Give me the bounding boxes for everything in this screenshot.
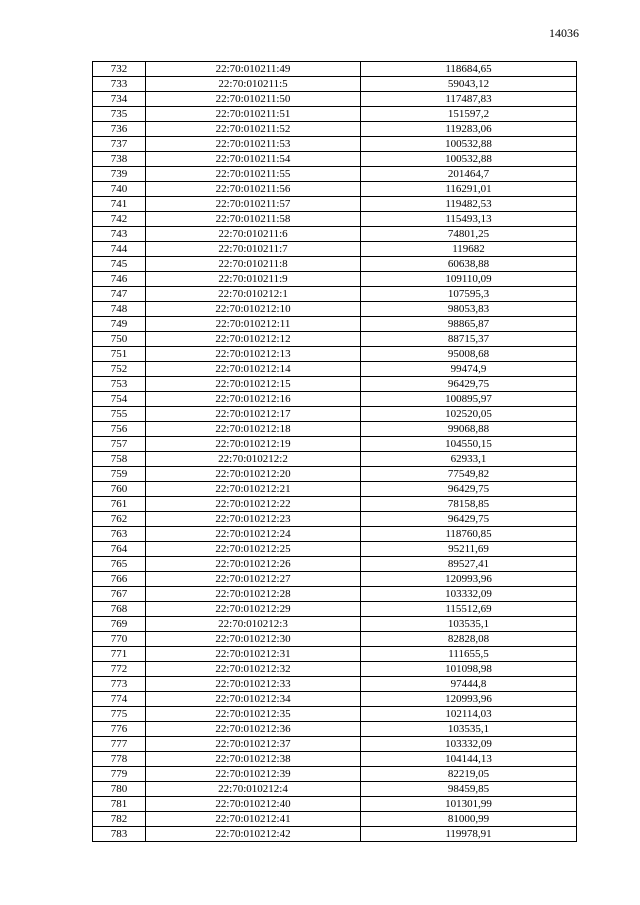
- cadastral-number-cell: 22:70:010211:9: [146, 272, 361, 287]
- cadastral-number-cell: 22:70:010212:18: [146, 422, 361, 437]
- cadastral-number-cell: 22:70:010212:1: [146, 287, 361, 302]
- row-number-cell: 774: [93, 692, 146, 707]
- cadastral-number-cell: 22:70:010212:2: [146, 452, 361, 467]
- cadastral-value-table: [92, 61, 577, 842]
- cadastral-number-cell: 22:70:010212:16: [146, 392, 361, 407]
- cadastral-value-cell: 82219,05: [361, 767, 577, 782]
- cadastral-value-cell: 115493,13: [361, 212, 577, 227]
- table-row: [93, 572, 577, 587]
- table-row: [93, 662, 577, 677]
- row-number-cell: 775: [93, 707, 146, 722]
- cadastral-number-cell: 22:70:010212:21: [146, 482, 361, 497]
- row-number-cell: 738: [93, 152, 146, 167]
- cadastral-number-cell: 22:70:010212:11: [146, 317, 361, 332]
- row-number-cell: 745: [93, 257, 146, 272]
- cadastral-value-cell: 98459,85: [361, 782, 577, 797]
- table-row: [93, 107, 577, 122]
- cadastral-value-cell: 98053,83: [361, 302, 577, 317]
- table-row: [93, 167, 577, 182]
- cadastral-number-cell: 22:70:010212:33: [146, 677, 361, 692]
- cadastral-value-cell: 77549,82: [361, 467, 577, 482]
- table-row: [93, 227, 577, 242]
- table-row: [93, 347, 577, 362]
- cadastral-value-cell: 88715,37: [361, 332, 577, 347]
- cadastral-value-cell: 111655,5: [361, 647, 577, 662]
- cadastral-number-cell: 22:70:010212:40: [146, 797, 361, 812]
- cadastral-value-cell: 98865,87: [361, 317, 577, 332]
- row-number-cell: 733: [93, 77, 146, 92]
- row-number-cell: 757: [93, 437, 146, 452]
- table-row: [93, 362, 577, 377]
- cadastral-value-cell: 116291,01: [361, 182, 577, 197]
- table-row: [93, 257, 577, 272]
- row-number-cell: 764: [93, 542, 146, 557]
- table-row: [93, 212, 577, 227]
- table-row: [93, 722, 577, 737]
- row-number-cell: 780: [93, 782, 146, 797]
- row-number-cell: 772: [93, 662, 146, 677]
- row-number-cell: 751: [93, 347, 146, 362]
- table-row: [93, 467, 577, 482]
- cadastral-value-cell: 96429,75: [361, 377, 577, 392]
- cadastral-number-cell: 22:70:010211:56: [146, 182, 361, 197]
- table-row: [93, 437, 577, 452]
- cadastral-value-cell: 119978,91: [361, 827, 577, 842]
- row-number-cell: 732: [93, 62, 146, 77]
- cadastral-number-cell: 22:70:010211:5: [146, 77, 361, 92]
- row-number-cell: 752: [93, 362, 146, 377]
- table-row: [93, 542, 577, 557]
- row-number-cell: 735: [93, 107, 146, 122]
- row-number-cell: 748: [93, 302, 146, 317]
- cadastral-value-cell: 96429,75: [361, 512, 577, 527]
- row-number-cell: 737: [93, 137, 146, 152]
- cadastral-value-cell: 97444,8: [361, 677, 577, 692]
- cadastral-number-cell: 22:70:010212:39: [146, 767, 361, 782]
- cadastral-number-cell: 22:70:010212:12: [146, 332, 361, 347]
- row-number-cell: 778: [93, 752, 146, 767]
- cadastral-number-cell: 22:70:010211:58: [146, 212, 361, 227]
- row-number-cell: 768: [93, 602, 146, 617]
- cadastral-number-cell: 22:70:010211:53: [146, 137, 361, 152]
- row-number-cell: 759: [93, 467, 146, 482]
- cadastral-number-cell: 22:70:010212:37: [146, 737, 361, 752]
- table-row: [93, 797, 577, 812]
- cadastral-number-cell: 22:70:010212:42: [146, 827, 361, 842]
- cadastral-value-cell: 60638,88: [361, 257, 577, 272]
- row-number-cell: 773: [93, 677, 146, 692]
- cadastral-value-cell: 102520,05: [361, 407, 577, 422]
- cadastral-value-cell: 104144,13: [361, 752, 577, 767]
- row-number-cell: 744: [93, 242, 146, 257]
- table-row: [93, 137, 577, 152]
- cadastral-value-cell: 102114,03: [361, 707, 577, 722]
- row-number-cell: 749: [93, 317, 146, 332]
- row-number-cell: 766: [93, 572, 146, 587]
- cadastral-value-cell: 103332,09: [361, 737, 577, 752]
- cadastral-value-cell: 96429,75: [361, 482, 577, 497]
- cadastral-number-cell: 22:70:010211:55: [146, 167, 361, 182]
- cadastral-number-cell: 22:70:010211:57: [146, 197, 361, 212]
- row-number-cell: 761: [93, 497, 146, 512]
- cadastral-value-cell: 82828,08: [361, 632, 577, 647]
- cadastral-value-cell: 74801,25: [361, 227, 577, 242]
- row-number-cell: 750: [93, 332, 146, 347]
- table-row: [93, 647, 577, 662]
- cadastral-value-cell: 119283,06: [361, 122, 577, 137]
- row-number-cell: 743: [93, 227, 146, 242]
- row-number-cell: 747: [93, 287, 146, 302]
- cadastral-number-cell: 22:70:010212:29: [146, 602, 361, 617]
- cadastral-value-cell: 103535,1: [361, 617, 577, 632]
- table-row: [93, 737, 577, 752]
- cadastral-value-cell: 100532,88: [361, 152, 577, 167]
- row-number-cell: 736: [93, 122, 146, 137]
- table-row: [93, 827, 577, 842]
- row-number-cell: 770: [93, 632, 146, 647]
- row-number-cell: 765: [93, 557, 146, 572]
- table-row: [93, 707, 577, 722]
- row-number-cell: 739: [93, 167, 146, 182]
- cadastral-value-cell: 118760,85: [361, 527, 577, 542]
- table-row: [93, 287, 577, 302]
- cadastral-value-cell: 95211,69: [361, 542, 577, 557]
- cadastral-number-cell: 22:70:010212:34: [146, 692, 361, 707]
- table-row: [93, 527, 577, 542]
- row-number-cell: 746: [93, 272, 146, 287]
- row-number-cell: 762: [93, 512, 146, 527]
- row-number-cell: 754: [93, 392, 146, 407]
- table-row: [93, 512, 577, 527]
- row-number-cell: 782: [93, 812, 146, 827]
- row-number-cell: 742: [93, 212, 146, 227]
- table-row: [93, 152, 577, 167]
- cadastral-value-cell: 109110,09: [361, 272, 577, 287]
- table-row: [93, 497, 577, 512]
- table-row: [93, 122, 577, 137]
- table-row: [93, 677, 577, 692]
- table-row: [93, 407, 577, 422]
- table-row: [93, 482, 577, 497]
- cadastral-number-cell: 22:70:010212:3: [146, 617, 361, 632]
- cadastral-value-cell: 103332,09: [361, 587, 577, 602]
- table-row: [93, 782, 577, 797]
- table-row: [93, 812, 577, 827]
- cadastral-number-cell: 22:70:010212:32: [146, 662, 361, 677]
- cadastral-value-cell: 101301,99: [361, 797, 577, 812]
- table-row: [93, 452, 577, 467]
- table-row: [93, 602, 577, 617]
- cadastral-number-cell: 22:70:010211:54: [146, 152, 361, 167]
- row-number-cell: 763: [93, 527, 146, 542]
- cadastral-number-cell: 22:70:010211:8: [146, 257, 361, 272]
- row-number-cell: 753: [93, 377, 146, 392]
- cadastral-number-cell: 22:70:010211:49: [146, 62, 361, 77]
- table-row: [93, 692, 577, 707]
- cadastral-value-cell: 107595,3: [361, 287, 577, 302]
- cadastral-value-cell: 95008,68: [361, 347, 577, 362]
- cadastral-value-cell: 115512,69: [361, 602, 577, 617]
- cadastral-value-cell: 99068,88: [361, 422, 577, 437]
- cadastral-value-cell: 119482,53: [361, 197, 577, 212]
- cadastral-value-cell: 201464,7: [361, 167, 577, 182]
- cadastral-number-cell: 22:70:010212:35: [146, 707, 361, 722]
- row-number-cell: 767: [93, 587, 146, 602]
- row-number-cell: 756: [93, 422, 146, 437]
- cadastral-number-cell: 22:70:010212:17: [146, 407, 361, 422]
- page-number: 14036: [549, 26, 579, 40]
- cadastral-value-cell: 78158,85: [361, 497, 577, 512]
- cadastral-number-cell: 22:70:010212:41: [146, 812, 361, 827]
- row-number-cell: 769: [93, 617, 146, 632]
- table-row: [93, 197, 577, 212]
- cadastral-number-cell: 22:70:010212:4: [146, 782, 361, 797]
- cadastral-number-cell: 22:70:010212:19: [146, 437, 361, 452]
- row-number-cell: 776: [93, 722, 146, 737]
- table-row: [93, 317, 577, 332]
- cadastral-number-cell: 22:70:010212:38: [146, 752, 361, 767]
- table-row: [93, 587, 577, 602]
- table-row: [93, 332, 577, 347]
- cadastral-value-cell: 120993,96: [361, 692, 577, 707]
- table-row: [93, 392, 577, 407]
- table-row: [93, 182, 577, 197]
- cadastral-number-cell: 22:70:010212:36: [146, 722, 361, 737]
- cadastral-value-cell: 118684,65: [361, 62, 577, 77]
- cadastral-value-cell: 104550,15: [361, 437, 577, 452]
- row-number-cell: 741: [93, 197, 146, 212]
- table-row: [93, 422, 577, 437]
- cadastral-value-cell: 117487,83: [361, 92, 577, 107]
- cadastral-value-cell: 99474,9: [361, 362, 577, 377]
- table-row: [93, 752, 577, 767]
- cadastral-number-cell: 22:70:010211:7: [146, 242, 361, 257]
- cadastral-number-cell: 22:70:010211:52: [146, 122, 361, 137]
- cadastral-number-cell: 22:70:010212:14: [146, 362, 361, 377]
- cadastral-value-cell: 100532,88: [361, 137, 577, 152]
- cadastral-number-cell: 22:70:010212:22: [146, 497, 361, 512]
- cadastral-number-cell: 22:70:010212:15: [146, 377, 361, 392]
- cadastral-number-cell: 22:70:010212:23: [146, 512, 361, 527]
- cadastral-value-cell: 103535,1: [361, 722, 577, 737]
- row-number-cell: 758: [93, 452, 146, 467]
- cadastral-number-cell: 22:70:010212:25: [146, 542, 361, 557]
- table-body: [93, 62, 577, 842]
- cadastral-number-cell: 22:70:010212:28: [146, 587, 361, 602]
- table-row: [93, 62, 577, 77]
- table-row: [93, 272, 577, 287]
- row-number-cell: 781: [93, 797, 146, 812]
- row-number-cell: 783: [93, 827, 146, 842]
- cadastral-number-cell: 22:70:010211:51: [146, 107, 361, 122]
- row-number-cell: 760: [93, 482, 146, 497]
- row-number-cell: 755: [93, 407, 146, 422]
- cadastral-number-cell: 22:70:010211:6: [146, 227, 361, 242]
- cadastral-value-cell: 81000,99: [361, 812, 577, 827]
- cadastral-value-cell: 101098,98: [361, 662, 577, 677]
- cadastral-number-cell: 22:70:010212:20: [146, 467, 361, 482]
- table-row: [93, 617, 577, 632]
- row-number-cell: 734: [93, 92, 146, 107]
- cadastral-number-cell: 22:70:010212:27: [146, 572, 361, 587]
- cadastral-number-cell: 22:70:010212:13: [146, 347, 361, 362]
- table-row: [93, 92, 577, 107]
- table-row: [93, 377, 577, 392]
- table-row: [93, 77, 577, 92]
- table-row: [93, 767, 577, 782]
- cadastral-value-cell: 89527,41: [361, 557, 577, 572]
- row-number-cell: 771: [93, 647, 146, 662]
- row-number-cell: 779: [93, 767, 146, 782]
- cadastral-number-cell: 22:70:010212:30: [146, 632, 361, 647]
- row-number-cell: 777: [93, 737, 146, 752]
- cadastral-value-cell: 100895,97: [361, 392, 577, 407]
- cadastral-value-cell: 119682: [361, 242, 577, 257]
- table-row: [93, 302, 577, 317]
- cadastral-value-cell: 62933,1: [361, 452, 577, 467]
- table-row: [93, 557, 577, 572]
- table-row: [93, 632, 577, 647]
- row-number-cell: 740: [93, 182, 146, 197]
- cadastral-number-cell: 22:70:010212:10: [146, 302, 361, 317]
- cadastral-value-cell: 151597,2: [361, 107, 577, 122]
- cadastral-number-cell: 22:70:010211:50: [146, 92, 361, 107]
- cadastral-value-cell: 59043,12: [361, 77, 577, 92]
- table-row: [93, 242, 577, 257]
- cadastral-number-cell: 22:70:010212:26: [146, 557, 361, 572]
- cadastral-number-cell: 22:70:010212:31: [146, 647, 361, 662]
- cadastral-number-cell: 22:70:010212:24: [146, 527, 361, 542]
- cadastral-value-cell: 120993,96: [361, 572, 577, 587]
